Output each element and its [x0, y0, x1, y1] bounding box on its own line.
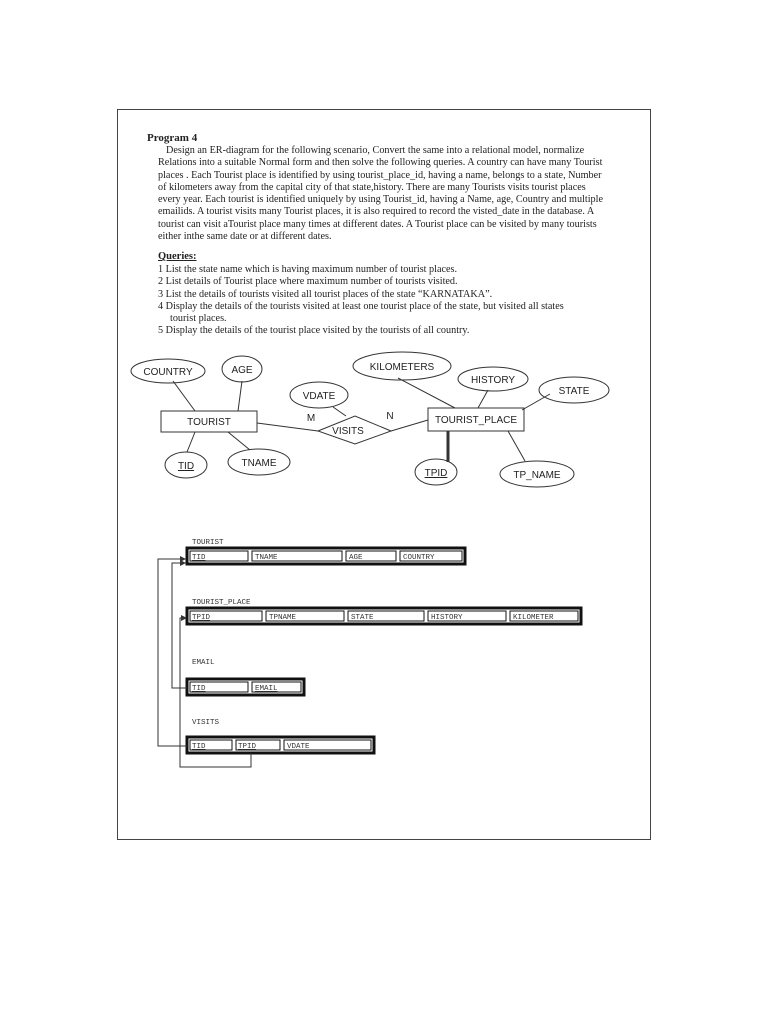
attr-state-label: STATE — [558, 386, 590, 397]
fk-arrowhead-visits-tourist — [180, 556, 186, 562]
attr-country-label: COUNTRY — [143, 367, 193, 378]
col-tourist-tname: TNAME — [255, 554, 278, 562]
col-place-history: HISTORY — [431, 614, 463, 622]
query-3: 3 List the details of tourists visited all tourist places of the state “KARNATAKA”. — [158, 288, 493, 300]
attr-tid-label: TID — [177, 461, 195, 472]
col-visits-tpid: TPID — [238, 743, 257, 751]
query-4: 4 Display the details of the tourists visited at least one tourist place of the state, but visited all states — [158, 300, 564, 312]
attr-tpname-label: TP_NAME — [513, 470, 561, 481]
query-5: 5 Display the details of the tourist place visited by the tourists of all country. — [158, 325, 470, 337]
table-tourist-name: TOURIST — [192, 539, 224, 547]
table-tourist-place-name: TOURIST_PLACE — [192, 599, 251, 607]
col-place-tpname: TPNAME — [269, 614, 297, 622]
attr-vdate-label: VDATE — [302, 391, 336, 402]
col-place-tpid: TPID — [192, 614, 211, 622]
attr-age-label: AGE — [231, 365, 253, 376]
col-visits-tid: TID — [192, 743, 206, 751]
attr-history-label: HISTORY — [470, 375, 516, 386]
attr-kilometers-label: KILOMETERS — [369, 362, 435, 373]
table-email-name: EMAIL — [192, 659, 215, 667]
col-tourist-age: AGE — [349, 554, 363, 562]
cardinality-m: M — [306, 413, 316, 424]
entity-tourist-label: TOURIST — [187, 417, 231, 428]
query-2: 2 List details of Tourist place where maximum number of tourists visited. — [158, 276, 458, 288]
col-email-email: EMAIL — [255, 685, 278, 693]
program-title: Program 4 — [147, 132, 198, 144]
query-1: 1 List the state name which is having maximum number of tourist places. — [158, 264, 458, 275]
col-tourist-tid: TID — [192, 554, 206, 562]
col-email-tid: TID — [192, 685, 206, 693]
attr-tpid-label: TPID — [424, 468, 448, 479]
col-place-kilometer: KILOMETER — [513, 614, 554, 622]
query-4-continued: tourist places. — [170, 313, 227, 325]
cardinality-n: N — [386, 411, 394, 422]
program-description: Design an ER-diagram for the following scenario, Convert the same into a relational model, normalize Relations into a suitable Normal form and then solve the following queries. A country can have many Tourist places . Each Tourist place is identified by using tourist_place_id, having a name, belongs to a state, Number of kilometers away from the capital city of that state,history. There are many Tourists visits tourist places every year. Each tourist is identified uniquely by using Tourist_id, having a Name, age, Country and multiple emailids. A tourist visits many Tourist places, it is also required to record the visted_date in the database. A tourist can visit aTourist place many times at different dates. A Tourist place can be visited by many tourists either inthe same date or at different dates. — [158, 145, 603, 243]
col-place-state: STATE — [351, 614, 374, 622]
col-visits-vdate: VDATE — [287, 743, 310, 751]
table-visits-name: VISITS — [192, 719, 220, 727]
col-tourist-country: COUNTRY — [403, 554, 435, 562]
relationship-visits-label: VISITS — [332, 426, 364, 437]
attr-tname-label: TNAME — [241, 458, 277, 469]
entity-tourist-place-label: TOURIST_PLACE — [434, 415, 518, 426]
queries-heading: Queries: — [158, 251, 197, 262]
